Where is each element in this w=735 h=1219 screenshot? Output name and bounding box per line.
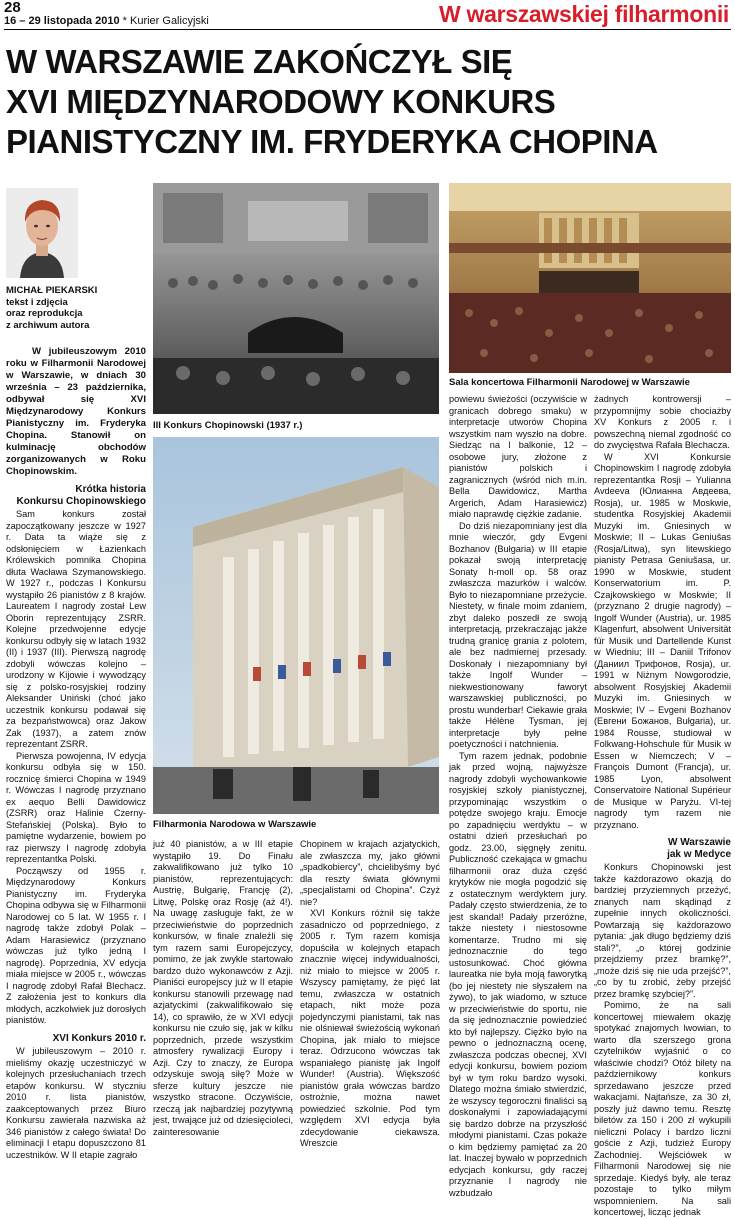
header-rule [4,29,731,30]
title-line: W WARSZAWIE ZAKOŃCZYŁ SIĘ [6,43,513,80]
issue-date-line [4,15,209,27]
article-title [6,42,731,162]
paragraph: W XVI Konkursie Chopinowskim I nagrodę zdobyła reprezentantka Rosji – Yulianna Avdeeva (Юлианна Авдеева, Rosja), ur. 1985 w Moskwie, studentka Rosyjskiej Akademii Muzyki im. Gniesinych w Moskwie; II – Lukas Geniušas (Rosja/Litwa), syn litewskiego pianisty Petrasa Geniušasa, ur. 1990 w Moskwie, student Konserwatorium im. P. Czajkowskiego w Moskwie; II (przyznano 2 drugie nagrody) – Ingolf Wunder (Austria), ur. 1985 Klagenfurt, absolwent Universität für Musik und Dartellende Kunst w Wiedniu; III – Daniil Trifonov (Даниил Трифонов, Rosja), ur. 1991 w Niżnym Nowgorodzie, absolwent Rosyjskiej Akademii Muzyki im. Gniesinych w Moskwie; IV – Evgeni Bozhanov (Евгени Божанов, Bułgaria), ur. 1984 Rousse, studiował w Folkwang-Hohschule für Musik w Essen w Niemczech; V – François Dumont (Francja), ur. 1985 Lyon, absolwent Conservatoire National Supérieur de Musique w Paryżu. VI-tej nagrody tym razem nie przyznano. [594,451,731,830]
author-name: MICHAŁ PIEKARSKI [6,285,98,296]
caption-archive: III Konkurs Chopinowski (1937 r.) [153,420,303,431]
article-lead: W jubileuszowym 2010 roku w Filharmonii Narodowej w Warszawie, w dniach 30 września – 23 października, odbywał się XVI Międzynarodowy Konkurs Pianistyczny im. Fryderyka Chopina. Stanowił on kulminację obchodów zorganizowanych w Roku Chopinowskim. [6,346,146,477]
paragraph: Pierwsza powojenna, IV edycja konkursu odbyła się w 150. rocznicę śmierci Chopina w 1949 r. Wówczas I nagrodę przyznano ex aequo Belli Dawidowicz (ZSRR) oraz Halinie Czerny-Stefańskiej (Polska). Było to pamiętne wydarzenie, bowiem po raz pierwszy I nagrodę zdobyła reprezentantka Polski. [6,750,146,864]
paragraph: Począwszy od 1955 r. Międzynarodowy Konkurs Pianistyczny im. Fryderyka Chopina odbywa się w Filharmonii Narodowej co 5 lat. W 1955 r. I nagrodę także zdobył Polak – Adam Harasiewicz (przyznano wówczas już tylko jedną I nagrodę). Poprzednia, XV edycja miała miejsce w 2005 r., wówczas I nagrodę zdobył Rafał Blechacz. Z założenia jest to konkurs dla młodych, aczkolwiek już dorosłych pianistów. [6,865,146,1025]
subhead-history: Krótka historia Konkursu Chopinowskiego [16,484,146,507]
paragraph: XVI Konkurs różnił się także zasadniczo od poprzedniego, z 2005 r. Tym razem komisja dopuściła w kolejnych etapach znacznie więcej indywidualności, niż miało to miejsce w 2005 r. Wszyscy pamiętamy, że pięć lat temu, zwłaszcza w ostatnich etapach, nikt może poza pojedynczymi pianistami, tak nas nie olśniewał świeżością wykonań Chopina, jak miało to miejsce teraz. Odrzucono wówczas tak wspaniałego pianistę jak Ingolf Wunder! (Austria). Większość pianistów grała wówczas bardzo ostrożnie, można nawet powiedzieć szkolnie. Pod tym względem XVI edycja była zdecydowanie ciekawsza. Wreszcie [300,908,440,1148]
author-credit-line: tekst i zdjęcia [6,296,68,308]
paragraph: Chopinem w krajach azjatyckich, ale zwłaszcza my, jako główni „spadkobiercy”, chcielibyśmy być dla reszty świata głównymi „specjalistami od Chopina”. Czyż nie? [300,839,440,907]
separator-star: * [122,15,127,27]
paragraph: żadnych kontrowersji – przypomnijmy sobie chociażby XV Konkurs z 2005 r. i powszechną niemal zgodność co do zwycięstwa Rafała Blechacza. [594,394,731,450]
author-credit-line: oraz reprodukcja [6,308,83,319]
concert-hall-photo [449,183,731,373]
article-column-5 [594,394,731,1217]
section-title: W warszawskiej filharmonii [438,1,729,27]
caption-building: Filharmonia Narodowa w Warszawie [153,819,317,830]
paragraph: Tym razem jednak, podobnie jak przed wojną, najwyższe nagrody zdobyli wychowankowie rosyjskiej szkoły pianistycznej, przypominając wszystkim o potędze swojego kraju. Emocje po zapadnięciu werdyktu – w ostatni dzień przesłuchań po godz. 23.00, sięgnęły zenitu. Publiczność czekająca w gmachu filharmonii oraz duża część krytyków nie mogła pogodzić się z ostatecznym werdyktem jury. Padały często stwierdzenia, że to jest skandal! Padały przeróżne, także niestety i niestosowne komentarze. Trudno mi się jednoznacznie do tego ustosunkować. Choć główna laureatka nie była moją faworytką (bo jej niestety nie słyszałem na żywo), to jak wiadomo, w sztuce w przeciwieństwie do sportu, nie da się jednoznacznie powiedzieć kto był najlepszy. Ciężko było na pewno o jednoznaczną ocenę, zwłaszcza podczas obecnej, XVI edycji konkursu, bowiem poziom był w tym roku bardzo wysoki. Dlatego można śmiało stwierdzić, że wszyscy tegoroczni finaliści są doskonałymi i zapowiadającymi się bardzo dobrze na przyszłość młodymi pianistami. Czas pokaże o kim będziemy pamiętać za 20 lat. Inaczej bywało w poprzednich edycjach konkursu, gdy raczej przyznanie I nagrody nie wzbudzało [449,750,587,1198]
article-column-2 [153,839,293,1137]
subhead-xvi: XVI Konkurs 2010 r. [52,1032,146,1044]
paragraph: Sam konkurs został zapoczątkowany jeszcze w 1927 r. Data ta wiąże się z odsłonięciem w Łazienkach Królewskich pomnika Chopina dłuta Wacława Szymanowskiego. W 1927 r., podczas I Konkursu wystąpiło 26 pianistów z 8 krajów. Laureatem I nagrody został Lew Oborin reprezentujący ZSRR. Kolejne przedwojenne edycje konkursu odbyły się w latach 1932 (II) i 1937 (III). Pierwszą nagrodę zdobyli wówczas kolejno – urodzony w Kijowie i wywodzący się z polsko-rosyjskiej rodziny Aleksander Uniński (choć jako uczestnik konkursu podawał się za bezpaństwowca) oraz Jakow Zak (1937), a zatem znów reprezentant ZSRR. [6,509,146,749]
title-line: PIANISTYCZNY IM. FRYDERYKA CHOPINA [6,123,658,160]
author-credit [6,285,146,331]
article-column-3 [300,839,440,1148]
subhead-medyce: W Warszawie jak w Medyce [667,837,731,860]
author-portrait [6,188,78,278]
philharmonic-building-photo [153,437,439,814]
archive-photo-1937 [153,183,439,414]
paragraph: Do dziś niezapomniany jest dla mnie wieczór, gdy Evgeni Bozhanov (Bułgaria) w III etapie pokazał swoją interpretację Sonaty h-moll op. 58 oraz zwłaszcza mazurków i walców. Było to niezapomniane przeżycie. Niestety, w finale moim zdaniem, zbyt daleko poszedł ze swoją interpretacją, przekraczając jakże trudną granicę grania z polotem, ale bez nadmiernej przesady. Doskonały i niezapomniany był także Ingolf Wunder – niekwestionowany faworyt warszawskiej publiczności, po prostu wunderbar! Ciekawie grała także Hélène Tysman, jej interpretacje były pełne poetyczności i natchnienia. [449,520,587,749]
paragraph: W jubileuszowym – 2010 r. mieliśmy okazję uczestniczyć w kolejnych przesłuchaniach trzech etapów konkursu. W styczniu 2010 r. lista pianistów, zaakceptowanych przez Biuro Konkursu zawierała nazwiska aż 346 pianistów z całego świata! Do eliminacji I etapu dopuszczono 81 uczestników. W II etapie zagrało [6,1046,146,1160]
paragraph: Pomimo, że na sali koncertowej miewałem okazję spotykać znajomych lwowian, to warto dla szerszego grona czytelników wyjaśnić o co właściwie chodzi? Otóż bilety na październikowy konkurs sprzedawano jeszcze przed wakacjami. Najtańsze, za 30 zł, poszły już dawno temu. Resztę biletów za 150 i 200 zł wykupili nieliczni Polacy i bardzo liczni goście z Azji, tudzież Europy Zachodniej. Wejściówek w Filharmonii Narodowej się nie sprzedaje. Kiedyś były, ale teraz pozostaje to tylko miłym wspomnieniem. Na sali koncertowej, licząc jednak [594,1000,731,1217]
caption-concert-hall: Sala koncertowa Filharmonii Narodowej w Warszawie [449,377,690,388]
issue-date: 16 – 29 listopada 2010 [4,15,120,27]
paragraph: powiewu świeżości (oczywiście w granicach dobrego smaku) w interpretacje utworów Chopina wszystkim nam wyszło na dobre. Siedząc na I balkonie, 12 – osobowe jury, złożone z pianistów polskich i zagranicznych (wśród nich m.in. Bella Dawidowicz, Martha Argerich, Adam Harasiewicz) miało naprawdę ciężkie zadanie. [449,394,587,519]
article-column-4 [449,394,587,1198]
article-column-1 [6,478,146,1160]
page-number: 28 [4,0,21,16]
title-line: XVI MIĘDZYNARODOWY KONKURS [6,83,556,120]
publication-name: Kurier Galicyjski [129,15,209,27]
paragraph: Konkurs Chopinowski jest także każdorazowo okazją do bardziej przyziemnych przeżyć, znanych nam skądinąd z zupełnie innych okoliczności. Powtarzają się każdorazowo pytania: „jak długo będziemy dziś stali?”, „o której godzinie przejdziemy przez bramkę?”, „może dziś się nie uda przejść?”, „co by tu zrobić, żeby przejść przez bramkę szybciej?”. [594,862,731,999]
author-credit-line: z archiwum autora [6,319,90,331]
paragraph: już 40 pianistów, a w III etapie wystąpiło 19. Do Finału zakwalifikowano już tylko 10 pianistów, reprezentujących: Austrię, Bułgarię, Francję (2), Litwę, Polskę oraz Rosję (aż 4!). Na uwagę zasługuje fakt, że w przeciwieństwie do poprzednich konkursów, w finale znaleźli się tym razem sami Europejczycy, pomimo, że jak zwykle startowało bardzo dużo wykonawców z Azji. Pianiści europejscy już w II etapie konkursu stanowili przewagę nad azjatyckimi (zakwalifikowało się 14), co sprawiło, że w XVI edycji konkursu nie czuło się, jak w kilku poprzednich, przede wszystkim atmosfery rywalizacji Europy i Azji. Czy to znaczy, że Europa odzyskuje swoją siłę? Może w sferze kultury jeszcze nie wszystko stracone. Oczywiście, rzeczą jak najbardziej pozytywną jest, trwające już od dziesięcioleci, zainteresowanie [153,839,293,1137]
